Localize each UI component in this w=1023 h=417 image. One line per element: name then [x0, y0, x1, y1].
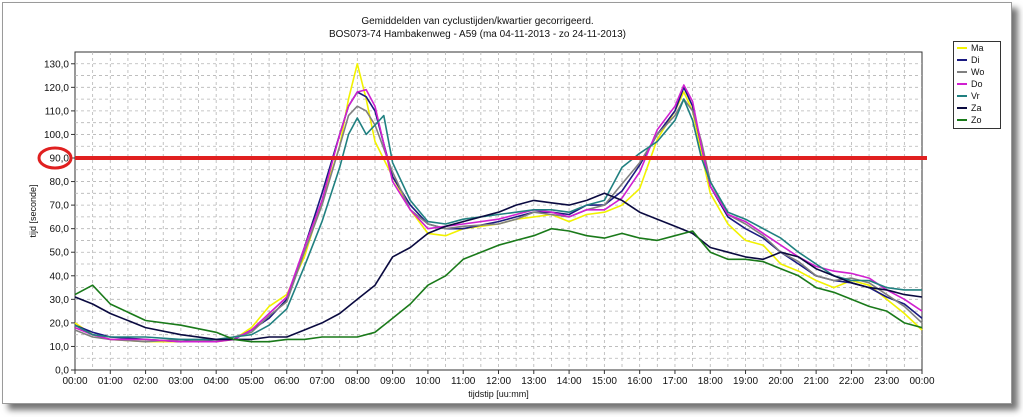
y-tick-label: 100,0: [43, 129, 69, 141]
y-tick-label: 50,0: [49, 247, 69, 259]
y-tick-label: 20,0: [49, 318, 69, 330]
legend-item-di: [957, 54, 1000, 66]
x-tick-label: 04:00: [203, 376, 229, 387]
x-tick-label: 07:00: [309, 376, 335, 387]
chart-subtitle: BOS073-74 Hambakenweg - A59 (ma 04-11-2013 - zo 24-11-2013): [328, 29, 627, 40]
legend-swatch: [957, 119, 967, 121]
y-tick-label: 130,0: [43, 59, 69, 71]
y-tick-label: 70,0: [49, 200, 69, 212]
y-tick-label: 120,0: [43, 82, 69, 94]
x-tick-label: 16:00: [627, 376, 653, 387]
legend-swatch: [957, 47, 967, 49]
legend-item-wo: [957, 66, 1000, 78]
legend-swatch: [957, 95, 967, 97]
legend-label: Vr: [971, 91, 980, 101]
x-tick-label: 00:00: [909, 376, 935, 387]
x-tick-label: 18:00: [697, 376, 723, 387]
x-tick-label: 22:00: [838, 376, 864, 387]
x-axis-label: tijdstip [uu:mm]: [468, 389, 529, 399]
x-tick-label: 13:00: [521, 376, 547, 387]
y-tick-label: 80,0: [49, 177, 69, 189]
x-tick-label: 00:00: [62, 376, 88, 387]
x-tick-label: 17:00: [662, 376, 688, 387]
legend-item-do: [957, 78, 1000, 90]
legend-item-vr: [957, 90, 1000, 102]
legend-item-ma: [957, 42, 1000, 54]
y-tick-label: 90,0: [49, 153, 69, 165]
x-tick-label: 21:00: [803, 376, 829, 387]
legend-label: Ma: [971, 43, 984, 53]
legend-swatch: [957, 83, 967, 85]
x-tick-label: 10:00: [415, 376, 441, 387]
legend-label: Wo: [971, 67, 985, 77]
x-tick-label: 12:00: [485, 376, 512, 387]
x-tick-label: 05:00: [238, 376, 264, 387]
legend-label: Zo: [971, 115, 982, 125]
legend-item-zo: [957, 114, 1000, 126]
y-tick-label: 30,0: [49, 294, 69, 306]
y-tick-label: 40,0: [49, 271, 69, 283]
x-tick-label: 08:00: [344, 376, 370, 387]
legend-swatch: [957, 71, 967, 73]
y-tick-label: 10,0: [49, 341, 69, 353]
x-tick-label: 03:00: [168, 376, 194, 387]
legend-item-za: [957, 102, 1000, 114]
chart-title: Gemiddelden van cyclustijden/kwartier gecorrigeerd.: [361, 16, 594, 27]
chart-legend: [953, 41, 1001, 129]
y-axis-label: tijd [seconde]: [28, 184, 38, 238]
x-tick-label: 15:00: [591, 376, 617, 387]
x-tick-label: 01:00: [97, 376, 123, 387]
x-tick-label: 14:00: [556, 376, 582, 387]
x-tick-label: 23:00: [874, 376, 900, 387]
x-tick-label: 20:00: [768, 376, 794, 387]
legend-swatch: [957, 107, 967, 109]
x-tick-label: 02:00: [133, 376, 159, 387]
x-tick-label: 09:00: [380, 376, 406, 387]
y-tick-label: 0,0: [55, 365, 69, 377]
legend-swatch: [957, 59, 967, 61]
x-tick-label: 11:00: [451, 376, 476, 387]
legend-label: Do: [971, 79, 983, 89]
x-tick-label: 19:00: [733, 376, 759, 387]
y-tick-label: 60,0: [49, 224, 69, 236]
x-tick-label: 06:00: [274, 376, 300, 387]
y-tick-label: 110,0: [44, 106, 69, 118]
legend-label: Di: [971, 55, 980, 65]
legend-label: Za: [971, 103, 982, 113]
